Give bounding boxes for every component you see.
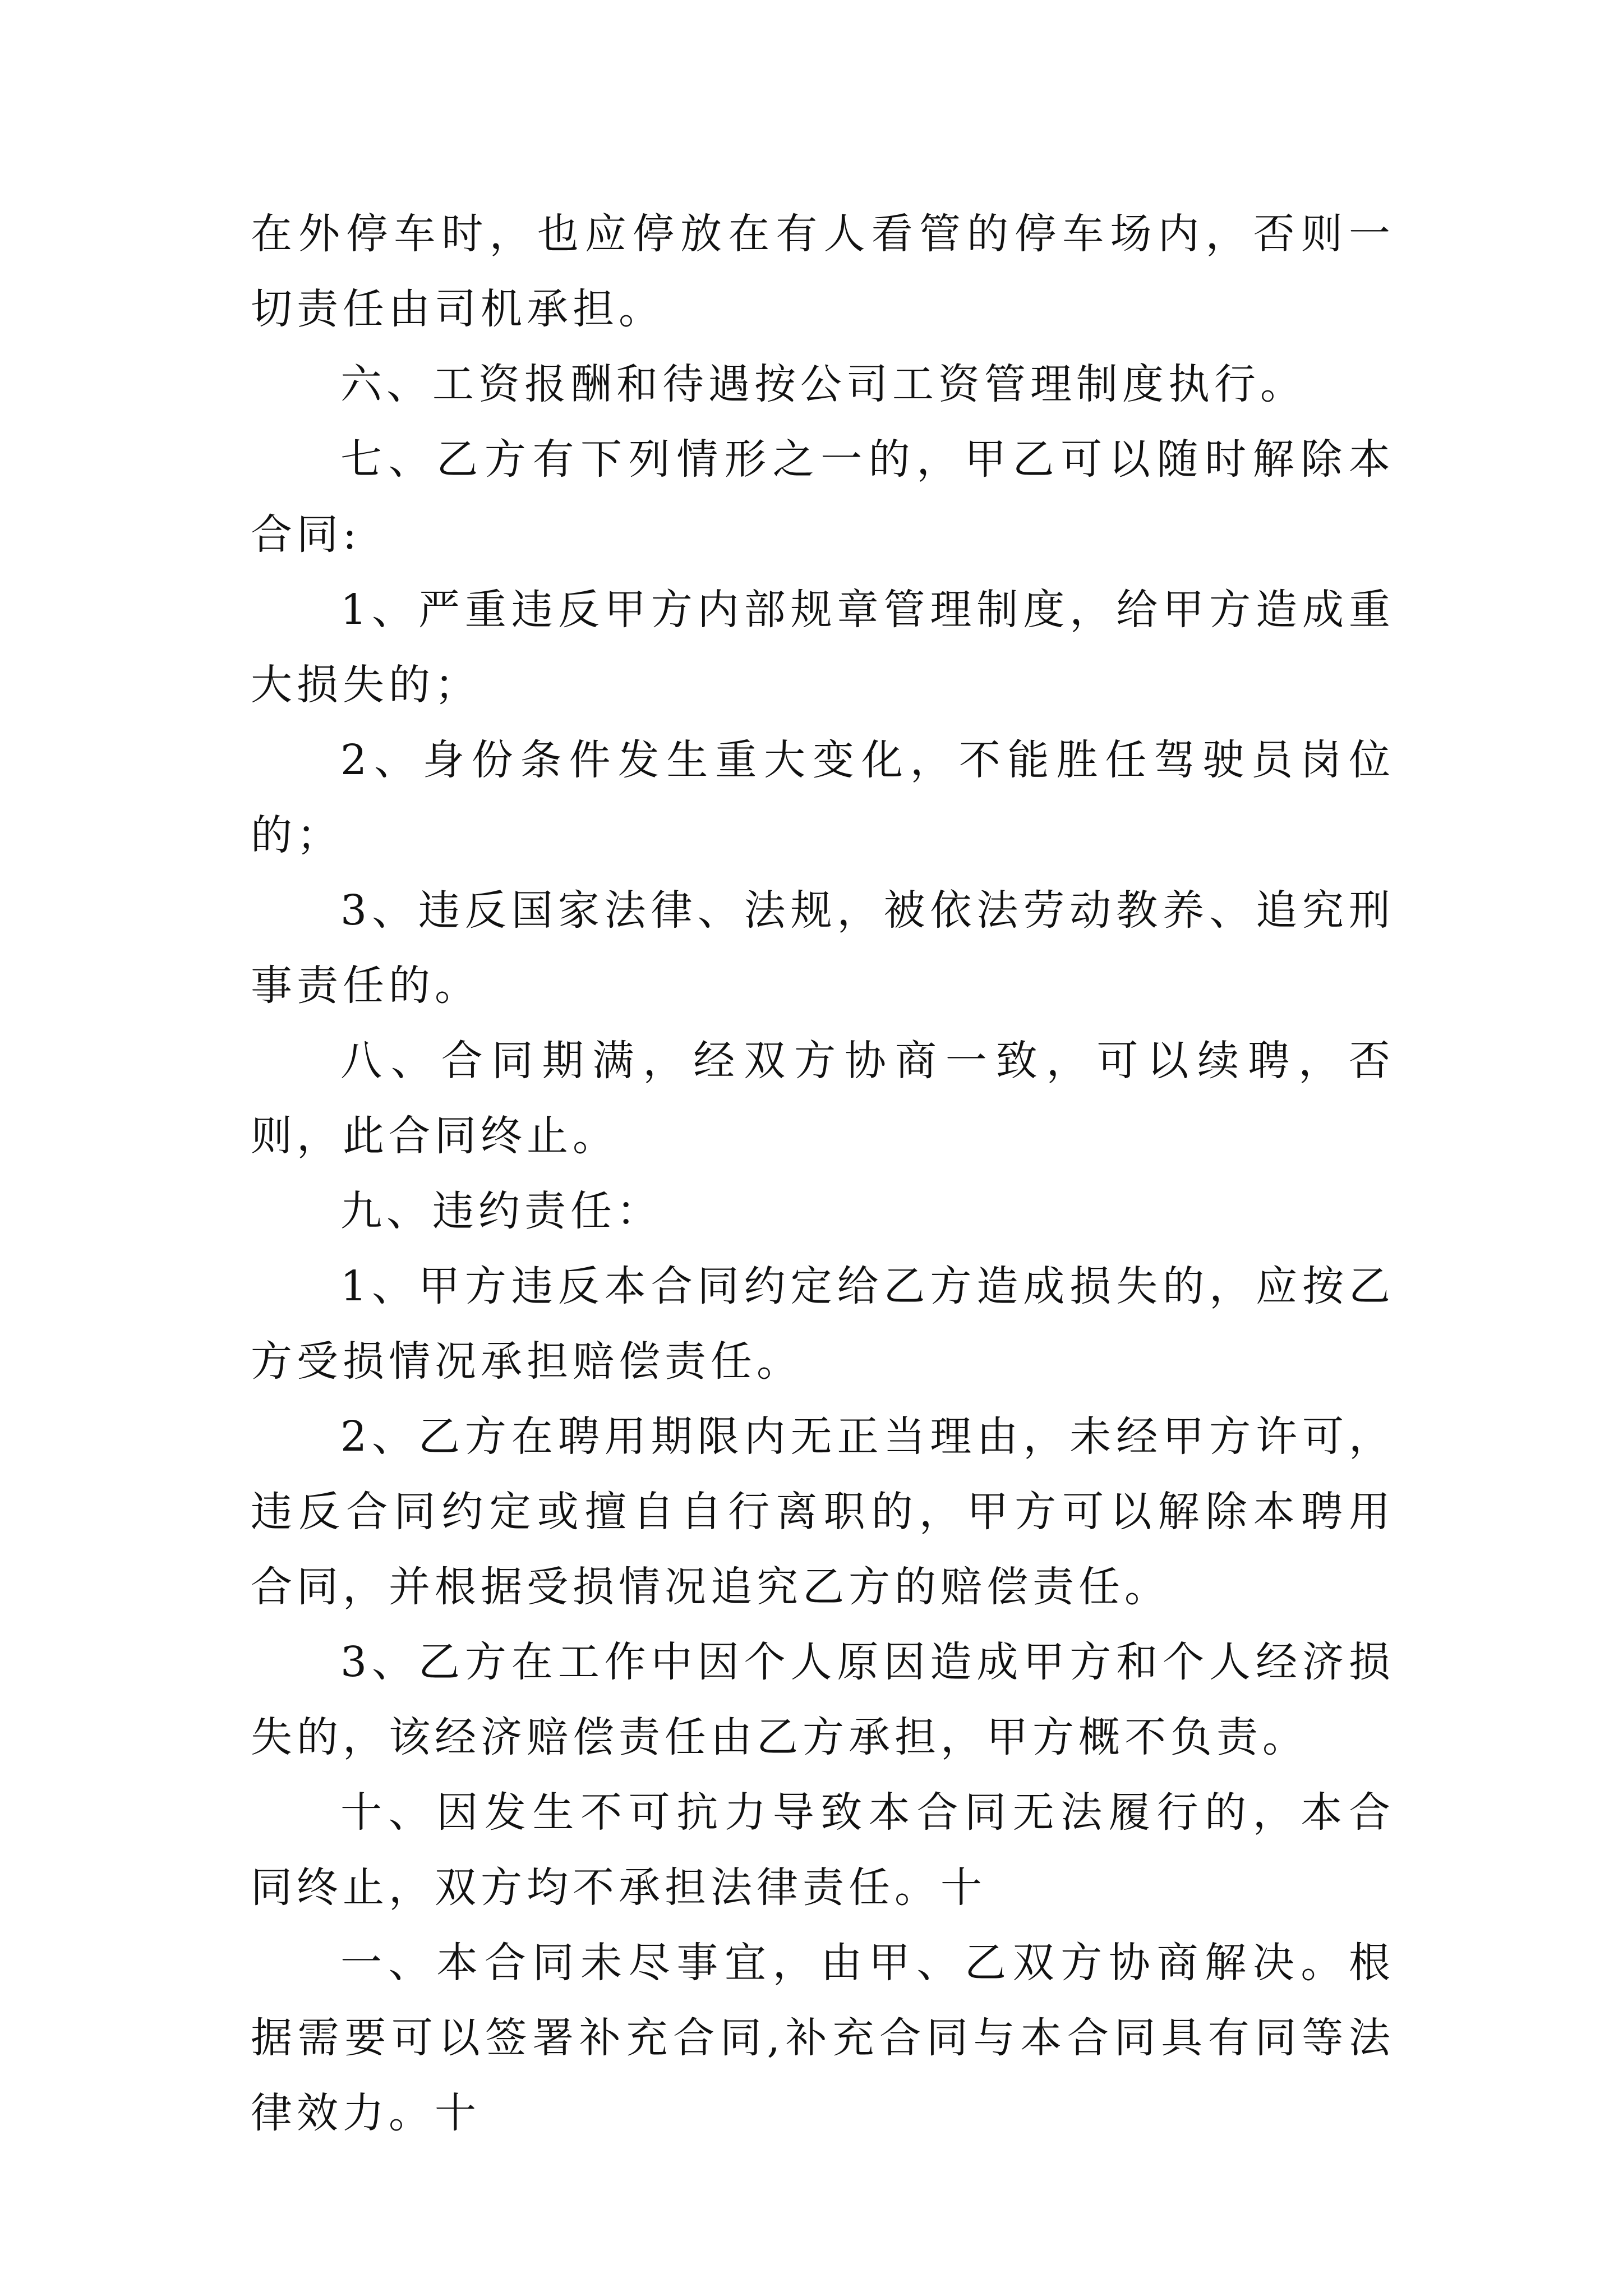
paragraph-clause-9-item-3: 3、乙方在工作中因个人原因造成甲方和个人经济损失的，该经济赔偿责任由乙方承担，甲方概不负责。 — [251, 1638, 1395, 1761]
paragraph-clause-9-item-2: 2、乙方在聘用期限内无正当理由，未经甲方许可，违反合同约定或擅自自行离职的，甲方可以解除本聘用合同，并根据受损情况追究乙方的赔偿责任。 — [251, 1412, 1395, 1611]
paragraph-clause-9: 九、违约责任： — [340, 1187, 662, 1235]
contract-text-body — [251, 196, 1395, 2151]
paragraph-clause-8: 八、合同期满，经双方协商一致，可以续聘，否则，此合同终止。 — [251, 1037, 1395, 1160]
paragraph-clause-7-item-1: 1、严重违反甲方内部规章管理制度，给甲方造成重大损失的； — [251, 586, 1395, 709]
paragraph-clause-11: 一、本合同未尽事宜，由甲、乙双方协商解决。根据需要可以签署补充合同,补充合同与本合同具有同等法律效力。十 — [251, 1939, 1395, 2137]
paragraph-clause-7: 七、乙方有下列情形之一的，甲乙可以随时解除本合同: — [251, 435, 1395, 559]
paragraph-clause-9-item-1: 1、甲方违反本合同约定给乙方造成损失的，应按乙方受损情况承担赔偿责任。 — [251, 1262, 1395, 1386]
paragraph-clause-7-item-2: 2、身份条件发生重大变化，不能胜任驾驶员岗位的； — [251, 736, 1395, 859]
paragraph-clause-10: 十、因发生不可抗力导致本合同无法履行的，本合同终止，双方均不承担法律责任。十 — [251, 1788, 1395, 1912]
paragraph-parking-responsibility: 在外停车时，也应停放在有人看管的停车场内，否则一切责任由司机承担。 — [251, 210, 1395, 333]
paragraph-clause-7-item-3: 3、违反国家法律、法规，被依法劳动教养、追究刑事责任的。 — [251, 886, 1395, 1010]
paragraph-clause-6: 六、工资报酬和待遇按公司工资管理制度执行。 — [340, 360, 1306, 408]
